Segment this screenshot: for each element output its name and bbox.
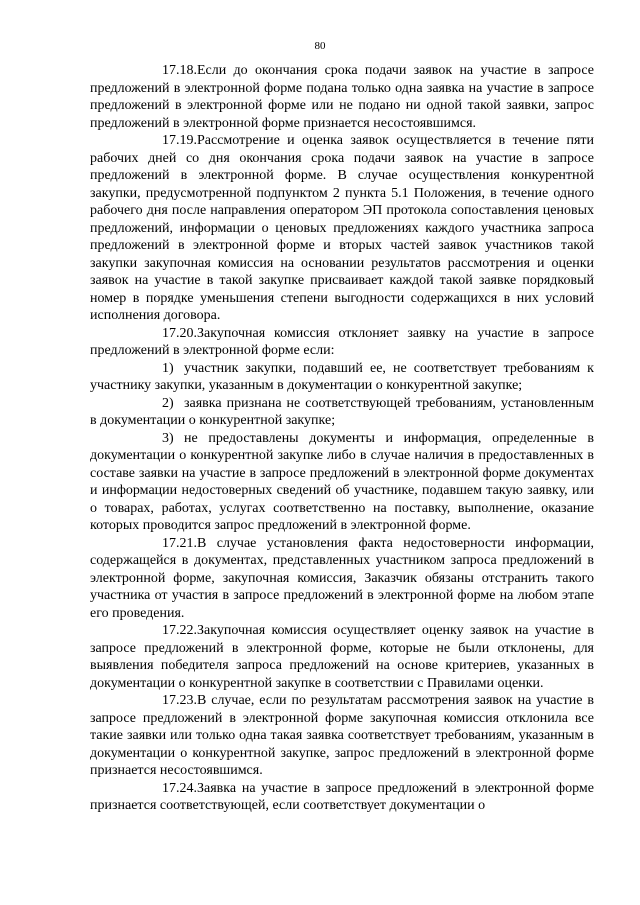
- clause-17-22: [90, 622, 594, 692]
- list-item-text: участник закупки, подавший ее, не соответствует требованиям к участнику закупки, указанным в документации о конкурентной закупке;: [90, 360, 594, 393]
- list-item-3: [90, 430, 594, 535]
- clause-text: В случае, если по результатам рассмотрения заявок на участие в запросе предложений в электронной форме закупочная комиссия отклонила все такие заявки или только одна такая заявка соответствует требованиям, указанным в документации о конкурентной закупке, запрос предложений в электронной форме признается несостоявшимся.: [90, 693, 594, 778]
- clause-number: 17.18.: [162, 63, 197, 78]
- list-item-number: 2): [162, 395, 174, 411]
- list-item-number: 1): [162, 360, 174, 376]
- list-item-text: заявка признана не соответствующей требованиям, установленным в документации о конкурентной закупке;: [90, 395, 594, 428]
- clause-text: Если до окончания срока подачи заявок на участие в запросе предложений в электронной форме подана только одна заявка на участие в запросе предложений в электронной форме или не подано ни одной такой заявки, запрос предложений в электронной форме признается несостоявшимся.: [90, 63, 594, 131]
- list-item-number: 3): [162, 430, 174, 446]
- clause-text: Закупочная комиссия отклоняет заявку на участие в запросе предложений в электронной форме если:: [90, 325, 594, 358]
- list-item-1: [90, 360, 594, 395]
- clause-17-23: [90, 692, 594, 780]
- clause-text: В случае установления факта недостоверности информации, содержащейся в документах, представленных участником запроса предложений в электронной форме, закупочная комиссия, Заказчик обязаны отстранить такого участника от участия в запросе предложений в электронной форме на любом этапе его проведения.: [90, 535, 594, 621]
- clause-number: 17.21.: [162, 535, 197, 551]
- clause-17-18: [90, 62, 594, 132]
- document-body: [90, 62, 594, 815]
- clause-17-21: [90, 535, 594, 623]
- clause-text: Закупочная комиссия осуществляет оценку заявок на участие в запросе предложений в электронной форме, которые не были отклонены, для выявления победителя запроса предложений на основе критериев, указанных в документации о конкурентной закупке в соответствии с Правилами оценки.: [90, 623, 594, 691]
- page-number: 80: [314, 40, 326, 52]
- clause-17-19: [90, 132, 594, 325]
- list-item-2: [90, 395, 594, 430]
- clause-number: 17.24.: [162, 780, 197, 796]
- clause-17-20: [90, 325, 594, 360]
- clause-17-24: [90, 780, 594, 815]
- list-item-text: не предоставлены документы и информация, определенные в документации о конкурентной закупке либо в случае наличия в предоставленных в составе заявки на участие в запросе предложений в электронной форме документах и информации недостоверных сведений об участнике, подавшем такую заявку, или о товарах, работах, услугах соответственно на поставку, выполнение, оказание которых проводится запрос предложений в электронной форме.: [90, 430, 594, 533]
- clause-number: 17.20.: [162, 325, 197, 341]
- clause-text: Рассмотрение и оценка заявок осуществляется в течение пяти рабочих дней со дня окончания срока подачи заявок на участие в запросе предложений в электронной форме. В случае осуществления конкурентной закупки, предусмотренной подпунктом 2 пункта 5.1 Положения, в течение одного рабочего дня после направления оператором ЭП протокола сопоставления ценовых предложений, информации о ценовых предложениях каждого участника запроса предложений в электронной форме и вторых частей заявок участников такой закупки закупочная комиссия на основании результатов рассмотрения и оценки заявок на участие в такой закупке присваивает каждой такой заявке порядковый номер в порядке уменьшения степени выгодности содержащихся в них условий исполнения договора.: [90, 133, 594, 323]
- clause-number: 17.23.: [162, 693, 197, 708]
- clause-number: 17.22.: [162, 623, 197, 638]
- clause-number: 17.19.: [162, 133, 197, 148]
- clause-text: Заявка на участие в запросе предложений в электронной форме признается соответствующей, если соответствует документации о: [90, 780, 594, 813]
